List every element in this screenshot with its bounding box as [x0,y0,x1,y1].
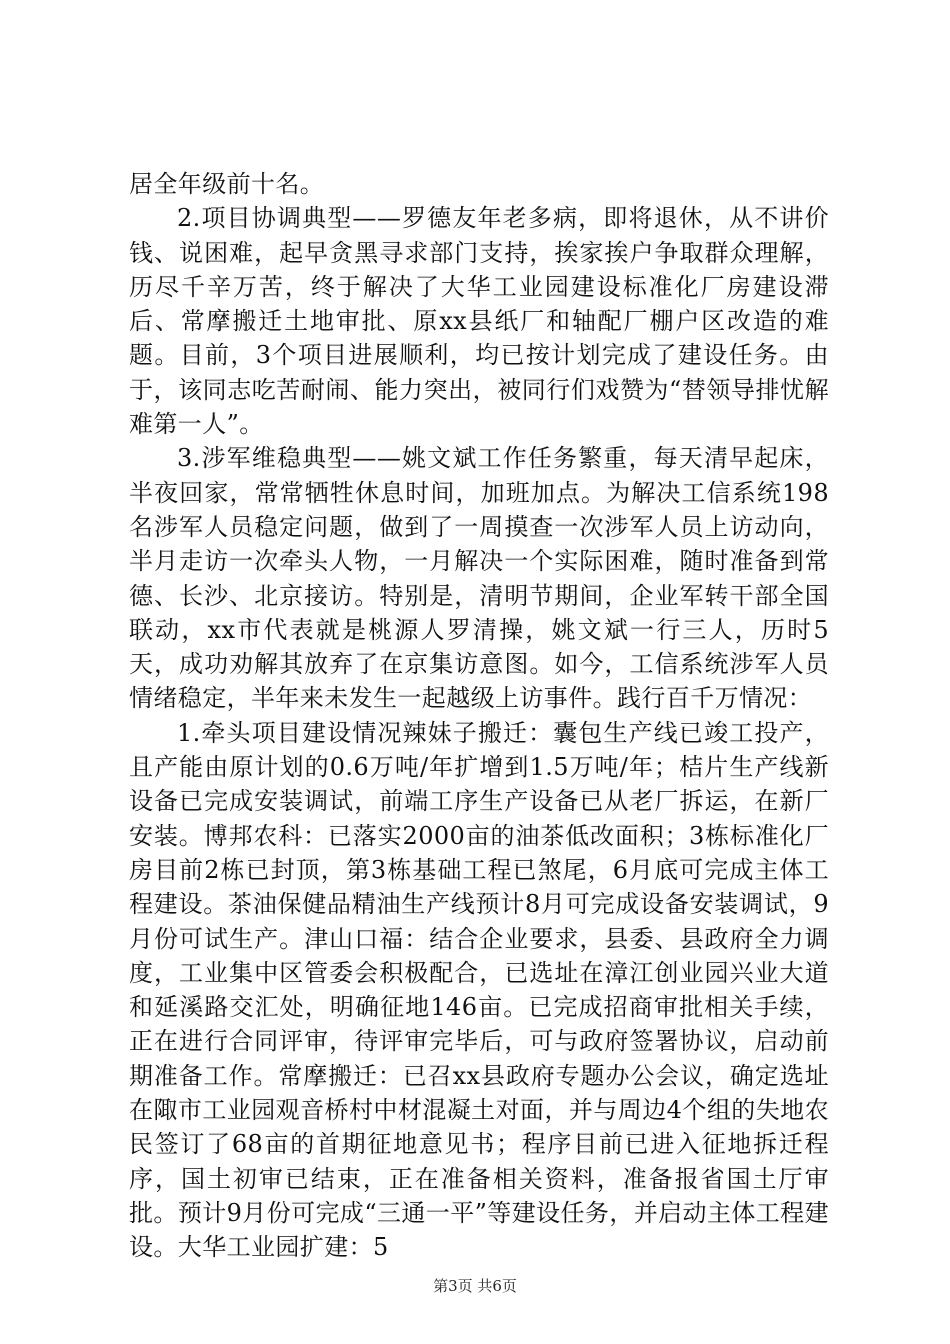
page-number-footer: 第3页 共6页 [433,1277,517,1295]
paragraph-project-construction: 1.牵头项目建设情况辣妹子搬迁：囊包生产线已竣工投产，且产能由原计划的0.6万吨/年扩增到1.5万吨/年；桔片生产线新设备已完成安装调试，前端工序生产设备已从老厂拆运，在新厂安装。博邦农科：已落实2000亩的油茶低改面积；3栋标准化厂房目前2栋已封顶，第3栋基础工程已煞尾，6月底可完成主体工程建设。茶油保健品精油生产线预计8月可完成设备安装调试，9月份可试生产。津山口福：结合企业要求，县委、县政府全力调度，工业集中区管委会积极配合，已选址在漳江创业园兴业大道和延溪路交汇处，明确征地146亩。已完成招商审批相关手续，正在进行合同评审，待评审完毕后，可与政府签署协议，启动前期准备工作。常摩搬迁：已召xx县政府专题办公会议，确定选址在陬市工业园观音桥村中材混凝土对面，并与周边4个组的失地农民签订了68亩的首期征地意见书；程序目前已进入征地拆迁程序，国土初审已结束，正在准备相关资料，准备报省国土厅审批。预计9月份可完成“三通一平”等建设任务，并启动主体工程建设。大华工业园扩建：5 [129,718,829,1262]
paragraph-project-coordination: 2.项目协调典型——罗德友年老多病，即将退休，从不讲价钱、说困难，起早贪黑寻求部门支持，挨家挨户争取群众理解，历尽千辛万苦，终于解决了大华工业园建设标准化厂房建设滞后、常摩搬迁土地审批、原xx县纸厂和轴配厂棚户区改造的难题。目前，3个项目进展顺利，均已按计划完成了建设任务。由于，该同志吃苦耐闹、能力突出，被同行们戏赞为“替领导排忧解难第一人”。 [129,204,829,439]
paragraph-continuation: 居全年级前十名。 [129,170,325,198]
paragraph-military-stability: 3.涉军维稳典型——姚文斌工作任务繁重，每天清早起床，半夜回家，常常牺牲休息时间，加班加点。为解决工信系统198名涉军人员稳定问题，做到了一周摸查一次涉军人员上访动向，半月走访一次牵头人物，一月解决一个实际困难，随时准备到常德、长沙、北京接访。特别是，清明节期间，企业军转干部全国联动，xx市代表就是桃源人罗清操，姚文斌一行三人，历时5天，成功劝解其放弃了在京集访意图。如今，工信系统涉军人员情绪稳定，半年来未发生一起越级上访事件。践行百千万情况： [129,444,829,713]
document-body [129,167,829,1265]
